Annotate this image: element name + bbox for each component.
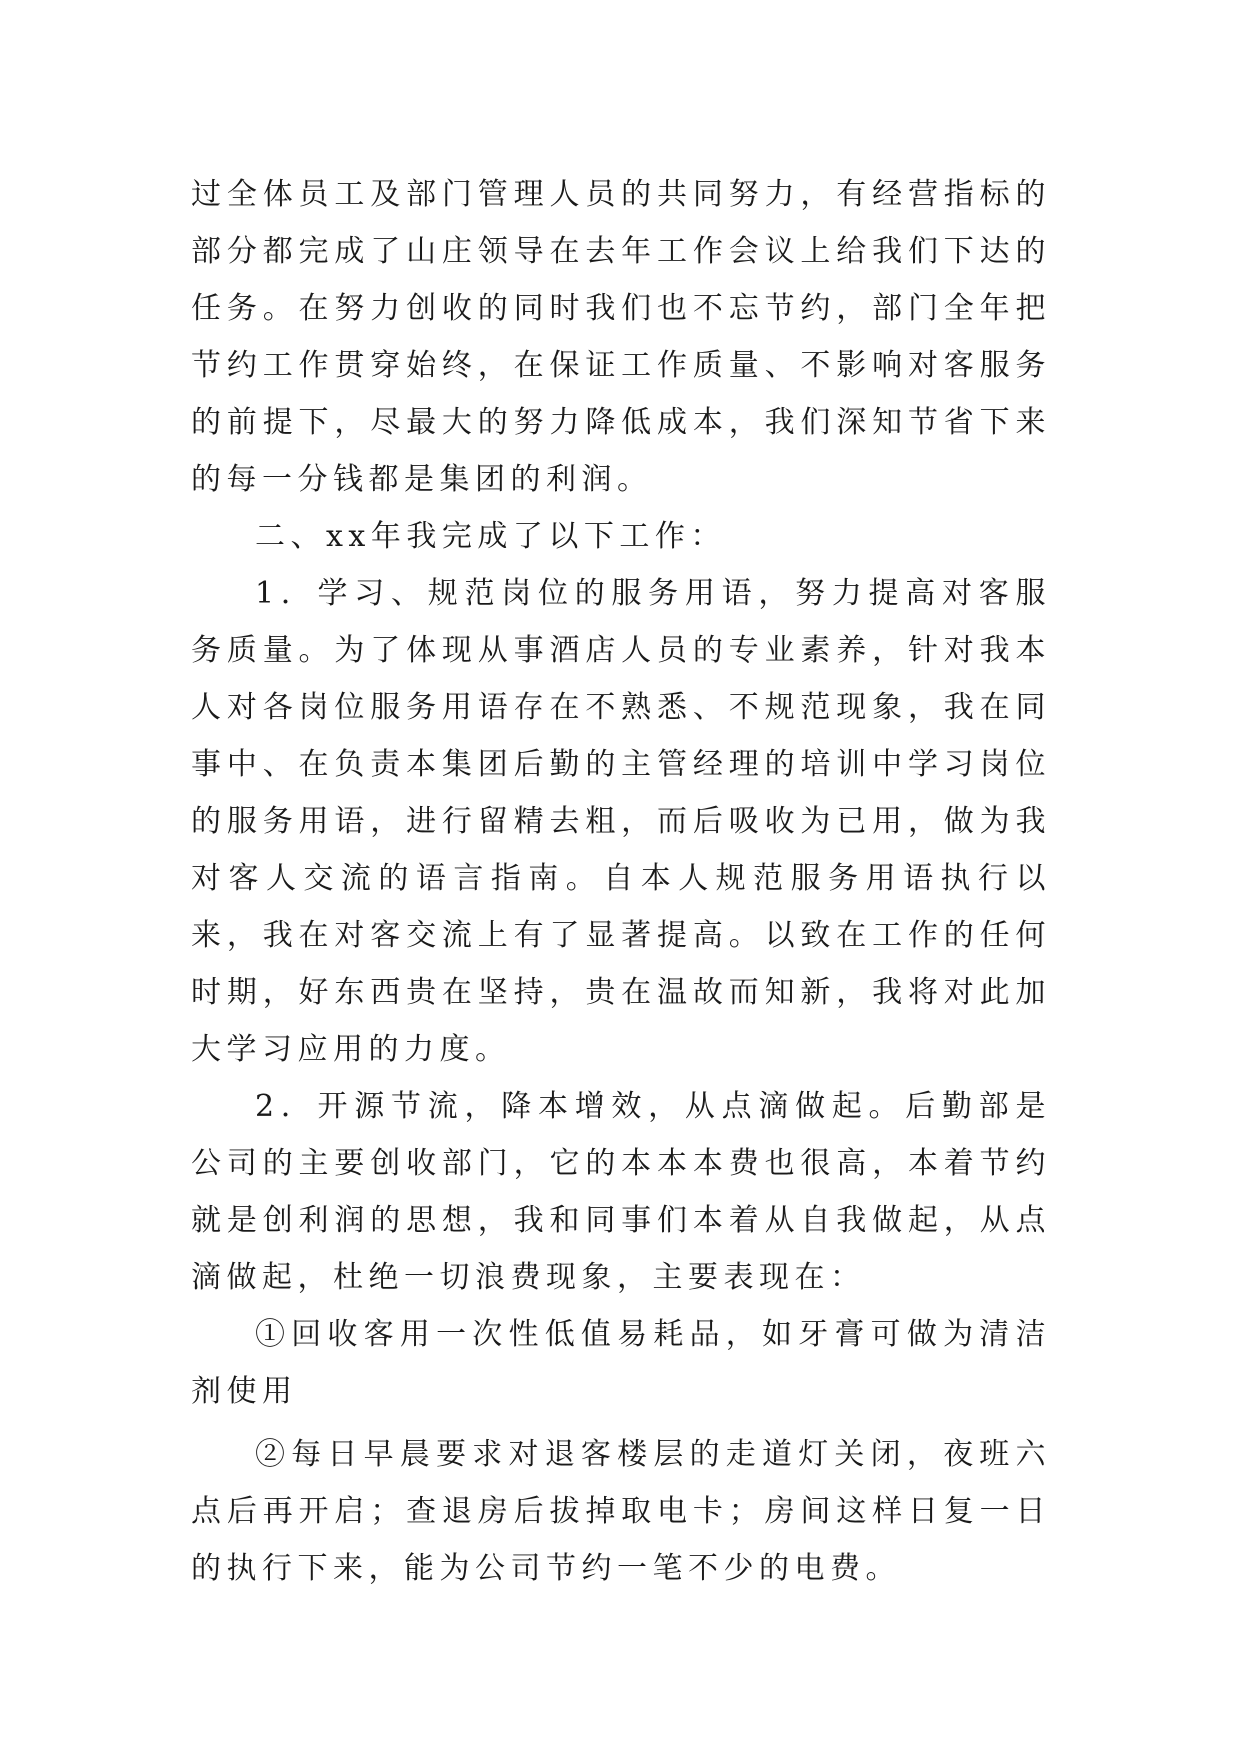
section-heading: 二、xx年我完成了以下工作：	[255, 519, 726, 554]
paragraph-item-2: 2．开源节流，降本增效，从点滴做起。后勤部是公司的主要创收部门，它的本本本费也很高，本着节约就是创利润的思想，我和同事们本着从自我做起，从点滴做起，杜绝一切浪费现象，主要表现在：	[191, 1089, 1051, 1295]
paragraph-subitem-2: ②每日早晨要求对退客楼层的走道灯关闭，夜班六点后再开启；查退房后拔掉取电卡；房间这样日复一日的执行下来，能为公司节约一笔不少的电费。	[191, 1437, 1051, 1586]
paragraph-item-1: 1．学习、规范岗位的服务用语，努力提高对客服务质量。为了体现从事酒店人员的专业素养，针对我本人对各岗位服务用语存在不熟悉、不规范现象，我在同事中、在负责本集团后勤的主管经理的培训中学习岗位的服务用语，进行留精去粗，而后吸收为已用，做为我对客人交流的语言指南。自本人规范服务用语执行以来，我在对客交流上有了显著提高。以致在工作的任何时期，好东西贵在坚持，贵在温故而知新，我将对此加大学习应用的力度。	[191, 576, 1051, 1067]
paragraph-continuation: 过全体员工及部门管理人员的共同努力，有经营指标的部分都完成了山庄领导在去年工作会议上给我们下达的任务。在努力创收的同时我们也不忘节约，部门全年把节约工作贯穿始终，在保证工作质量、不影响对客服务的前提下，尽最大的努力降低成本，我们深知节省下来的每一分钱都是集团的利润。	[191, 177, 1051, 497]
paragraph-subitem-1: ①回收客用一次性低值易耗品，如牙膏可做为清洁剂使用	[191, 1317, 1051, 1409]
document-body	[191, 166, 1051, 1597]
